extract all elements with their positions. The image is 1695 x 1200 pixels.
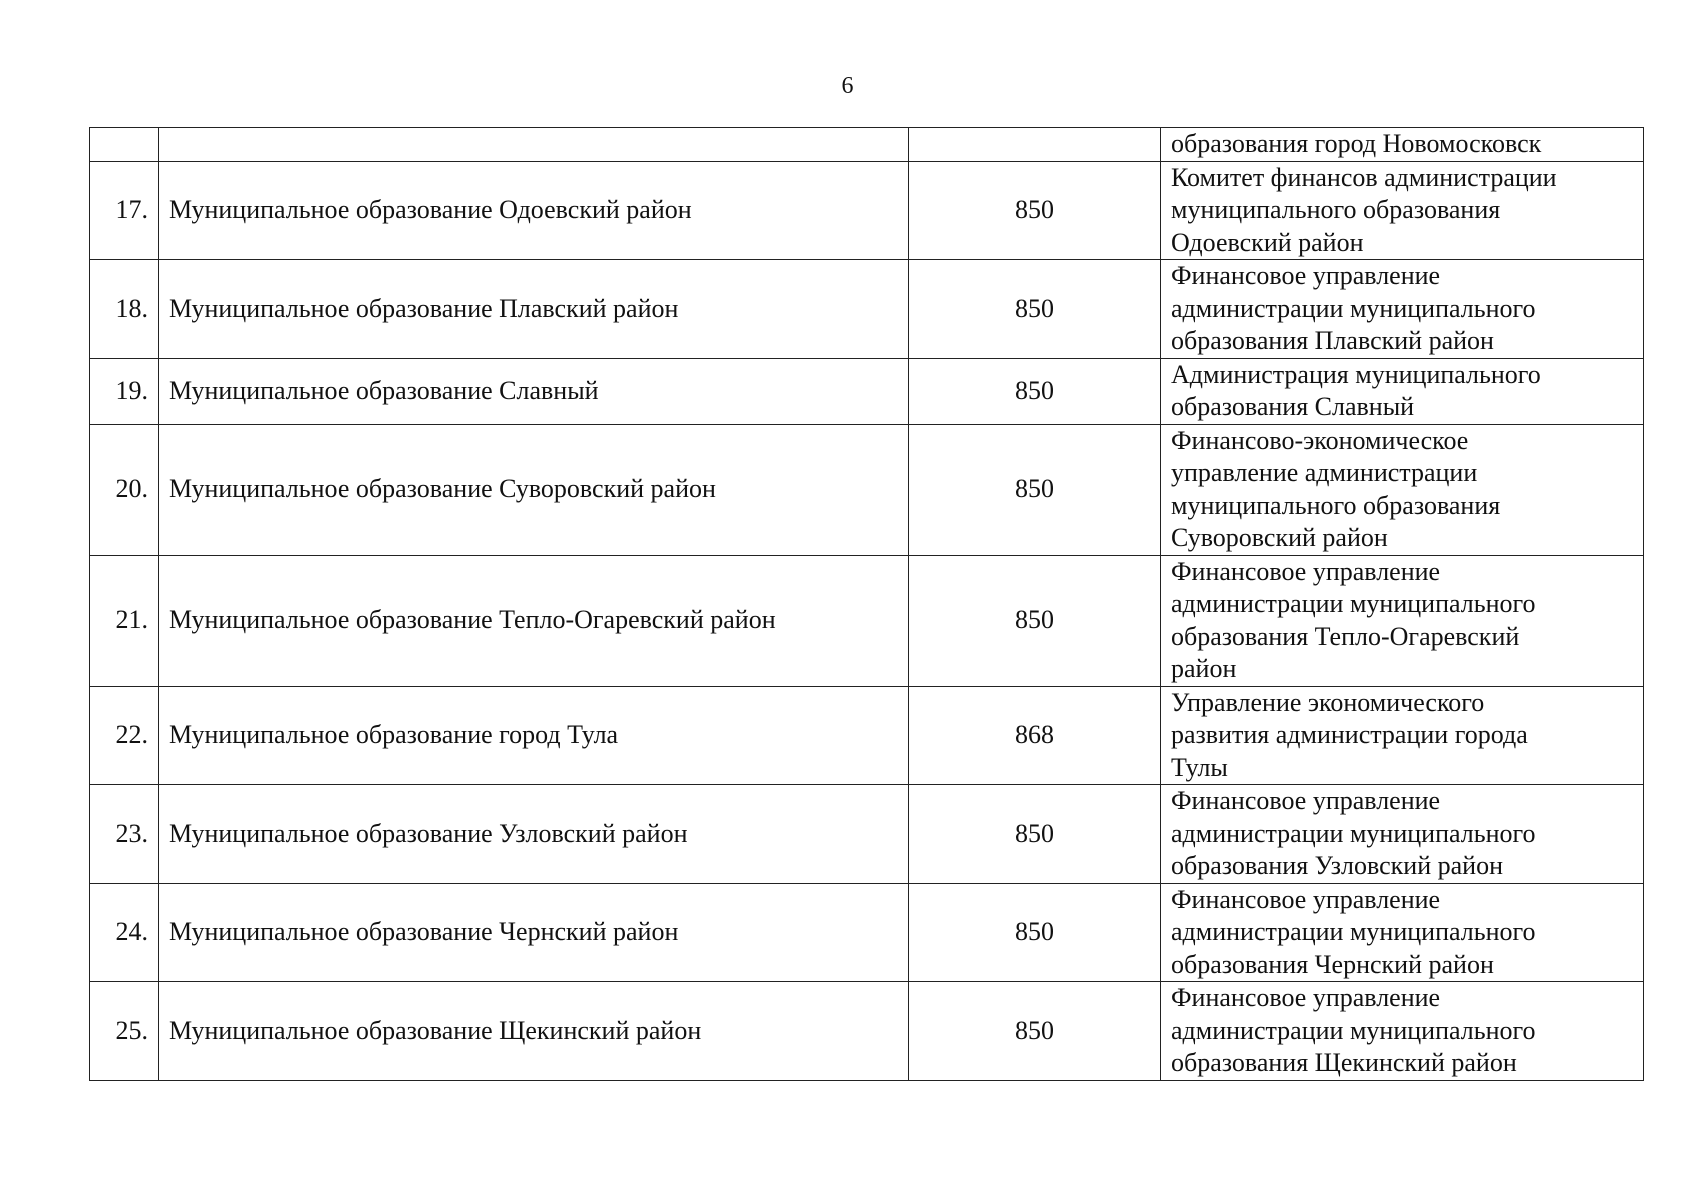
cell-organization <box>1161 883 1644 982</box>
org-line: Финансовое управление <box>1171 556 1441 586</box>
table-row <box>90 260 1644 359</box>
cell-name: Муниципальное образование город Тула <box>159 686 909 785</box>
org-line: муниципального образования <box>1171 490 1501 520</box>
org-line: Тулы <box>1171 752 1228 782</box>
cell-number: 22. <box>90 686 159 785</box>
cell-number <box>90 128 159 162</box>
org-line: администрации муниципального <box>1171 589 1536 618</box>
cell-number: 17. <box>90 161 159 260</box>
cell-number: 21. <box>90 555 159 686</box>
cell-organization <box>1161 358 1644 424</box>
cell-name: Муниципальное образование Тепло-Огаревский район <box>159 555 909 686</box>
cell-number: 23. <box>90 785 159 884</box>
org-line: Комитет финансов администрации <box>1171 162 1557 192</box>
cell-code: 850 <box>909 883 1161 982</box>
org-line: администрации муниципального <box>1171 818 1536 848</box>
cell-code <box>909 128 1161 162</box>
table-row <box>90 161 1644 260</box>
cell-name: Муниципальное образование Плавский район <box>159 260 909 359</box>
table-body <box>90 128 1644 1081</box>
org-line: администрации муниципального <box>1171 293 1536 323</box>
org-line: Финансовое управление <box>1171 786 1441 815</box>
org-line: управление администрации <box>1171 458 1478 487</box>
cell-name: Муниципальное образование Славный <box>159 358 909 424</box>
cell-name: Муниципальное образование Суворовский район <box>159 424 909 555</box>
org-line: образования Плавский район <box>1171 326 1494 355</box>
cell-name: Муниципальное образование Чернский район <box>159 883 909 982</box>
cell-code: 850 <box>909 982 1161 1081</box>
org-line: Финансовое управление <box>1171 261 1441 290</box>
page-number: 6 <box>841 73 854 99</box>
cell-organization <box>1161 260 1644 359</box>
cell-organization <box>1161 555 1644 686</box>
cell-code: 850 <box>909 358 1161 424</box>
table-row <box>90 358 1644 424</box>
cell-number: 24. <box>90 883 159 982</box>
cell-code: 850 <box>909 424 1161 555</box>
municipal-table <box>89 127 1644 1081</box>
cell-name: Муниципальное образование Щекинский район <box>159 982 909 1081</box>
table-row <box>90 555 1644 686</box>
cell-code: 850 <box>909 161 1161 260</box>
org-line: Управление экономического <box>1171 687 1485 717</box>
table-row <box>90 883 1644 982</box>
org-line: образования Тепло-Огаревский <box>1171 621 1520 651</box>
table-row <box>90 785 1644 884</box>
cell-organization <box>1161 785 1644 884</box>
cell-name: Муниципальное образование Одоевский район <box>159 161 909 260</box>
org-line: образования Славный <box>1171 392 1415 421</box>
cell-organization <box>1161 161 1644 260</box>
org-line: Финансово-экономическое <box>1171 425 1469 455</box>
org-line: Финансовое управление <box>1171 983 1441 1012</box>
cell-name: Муниципальное образование Узловский район <box>159 785 909 884</box>
org-line: администрации муниципального <box>1171 917 1536 946</box>
cell-organization <box>1161 982 1644 1081</box>
org-line: образования Щекинский район <box>1171 1048 1517 1077</box>
org-line: развития администрации города <box>1171 720 1528 749</box>
cell-number: 25. <box>90 982 159 1081</box>
table-row <box>90 424 1644 555</box>
cell-organization <box>1161 128 1644 162</box>
cell-code: 850 <box>909 555 1161 686</box>
cell-number: 19. <box>90 358 159 424</box>
org-line: Администрация муниципального <box>1171 359 1541 389</box>
cell-number: 18. <box>90 260 159 359</box>
org-line: муниципального образования <box>1171 195 1501 224</box>
org-line: образования Узловский район <box>1171 851 1504 880</box>
cell-code: 850 <box>909 260 1161 359</box>
org-line: район <box>1171 654 1237 683</box>
table-row-continuation <box>90 128 1644 162</box>
org-line: Одоевский район <box>1171 227 1364 257</box>
org-line: Финансовое управление <box>1171 884 1441 914</box>
org-line: Суворовский район <box>1171 523 1388 552</box>
cell-organization <box>1161 686 1644 785</box>
cell-organization <box>1161 424 1644 555</box>
org-line: образования Чернский район <box>1171 949 1494 979</box>
table-row <box>90 686 1644 785</box>
cell-code: 850 <box>909 785 1161 884</box>
org-line: образования город Новомосковск <box>1171 129 1542 158</box>
org-line: администрации муниципального <box>1171 1015 1536 1045</box>
cell-name <box>159 128 909 162</box>
cell-number: 20. <box>90 424 159 555</box>
table-row <box>90 982 1644 1081</box>
cell-code: 868 <box>909 686 1161 785</box>
